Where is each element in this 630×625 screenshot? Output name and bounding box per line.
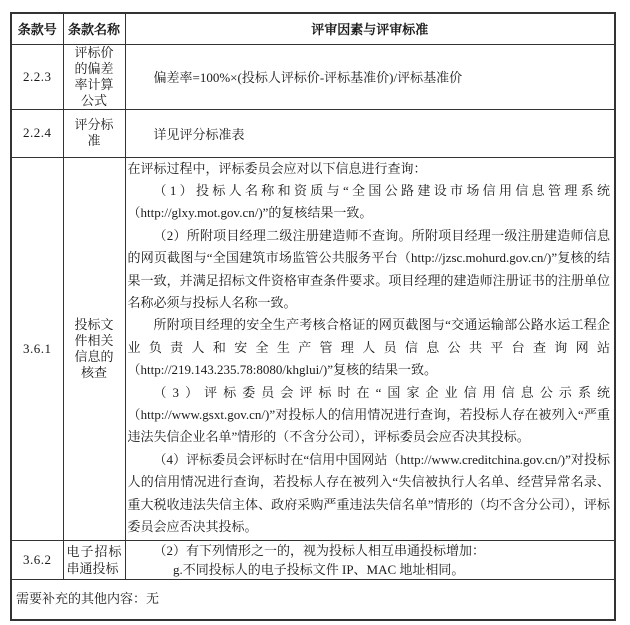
criteria-cell-3-6-1 bbox=[125, 157, 615, 540]
col-header-clause-no: 条款号 bbox=[11, 13, 63, 44]
table-header-row bbox=[11, 13, 615, 44]
clause-no-3-6-2: 3.6.2 bbox=[11, 540, 63, 579]
verification-item-1: （1）投标人名称和资质与“全国公路建设市场信用信息管理系统（http://glxy.mot.gov.cn/)”的复核结果一致。 bbox=[127, 182, 610, 221]
table-footer-row bbox=[11, 579, 615, 620]
verification-item-4: （4）评标委员会评标时在“信用中国网站（http://www.creditchina.gov.cn/)”对投标人的信用情况进行查询，若投标人存在被列入“失信被执行人名单、经营异常名录、重大税收违法失信主体、政府采购严重违法失信名单”情形的（均不含分公司），评标委员会应否决其投标。 bbox=[127, 451, 610, 534]
col-header-clause-name: 条款名称 bbox=[63, 13, 125, 44]
verification-intro-text: 在评标过程中，评标委员会应对以下信息进行查询： bbox=[127, 160, 427, 176]
clause-no-3-6-1: 3.6.1 bbox=[11, 157, 63, 540]
clause-name-2-2-4: 评分标准 bbox=[63, 109, 125, 157]
clause-name-3-6-2: 电子招标串通投标 bbox=[63, 540, 125, 579]
verification-safety-cert-text: 所附项目经理的安全生产考核合格证的网页截图与“交通运输部公路水运工程企业负责人和安全生产管理人员信息公共平台查询网站（http://219.143.235.78:8080/khglui/)”复核的结果一致。 bbox=[127, 317, 610, 378]
clause-no-2-2-3: 2.2.3 bbox=[11, 44, 63, 109]
collusion-condition-item-g: g.不同投标人的电子投标文件 IP、MAC 地址相同。 bbox=[173, 561, 465, 577]
col-header-criteria: 评审因素与评审标准 bbox=[125, 13, 615, 44]
supplementary-content-note: 需要补充的其他内容：无 bbox=[11, 579, 615, 620]
criteria-cell-3-6-2 bbox=[125, 540, 615, 579]
clause-name-2-2-3: 评标价的偏差率计算公式 bbox=[63, 44, 125, 109]
criteria-cell-2-2-3 bbox=[125, 44, 615, 109]
scoring-standard-text: 详见评分标准表 bbox=[153, 126, 245, 142]
table-row-3-6-2 bbox=[11, 540, 615, 579]
table-row-3-6-1 bbox=[11, 157, 615, 540]
table-row-2-2-4 bbox=[11, 109, 615, 157]
verification-item-2: （2）所附项目经理二级注册建造师不查询。所附项目经理一级注册建造师信息的网页截图与“全国建筑市场监管公共服务平台（http://jzsc.mohurd.gov.cn/)”复核的结果一致，并满足招标文件资格审查条件要求。项目经理的建造师注册证书的注册单位名称必须与投标人名称一致。 bbox=[127, 227, 610, 310]
criteria-cell-2-2-4 bbox=[125, 109, 615, 157]
collusion-condition-intro: （2）有下列情形之一的，视为投标人相互串通投标增加： bbox=[153, 542, 486, 558]
table-row-2-2-3 bbox=[11, 44, 615, 109]
evaluation-criteria-table bbox=[10, 12, 616, 621]
deviation-formula-text: 偏差率=100%×(投标人评标价-评标基准价)/评标基准价 bbox=[153, 70, 463, 85]
verification-item-3: （3）评标委员会评标时在“国家企业信用信息公示系统（http://www.gsxt.gov.cn/)”对投标人的信用情况进行查询，若投标人存在被列入“严重违法失信企业名单”情形的（不含分公司），评标委员会应否决其投标。 bbox=[127, 384, 610, 445]
clause-no-2-2-4: 2.2.4 bbox=[11, 109, 63, 157]
clause-name-3-6-1: 投标文件相关信息的核查 bbox=[63, 157, 125, 540]
